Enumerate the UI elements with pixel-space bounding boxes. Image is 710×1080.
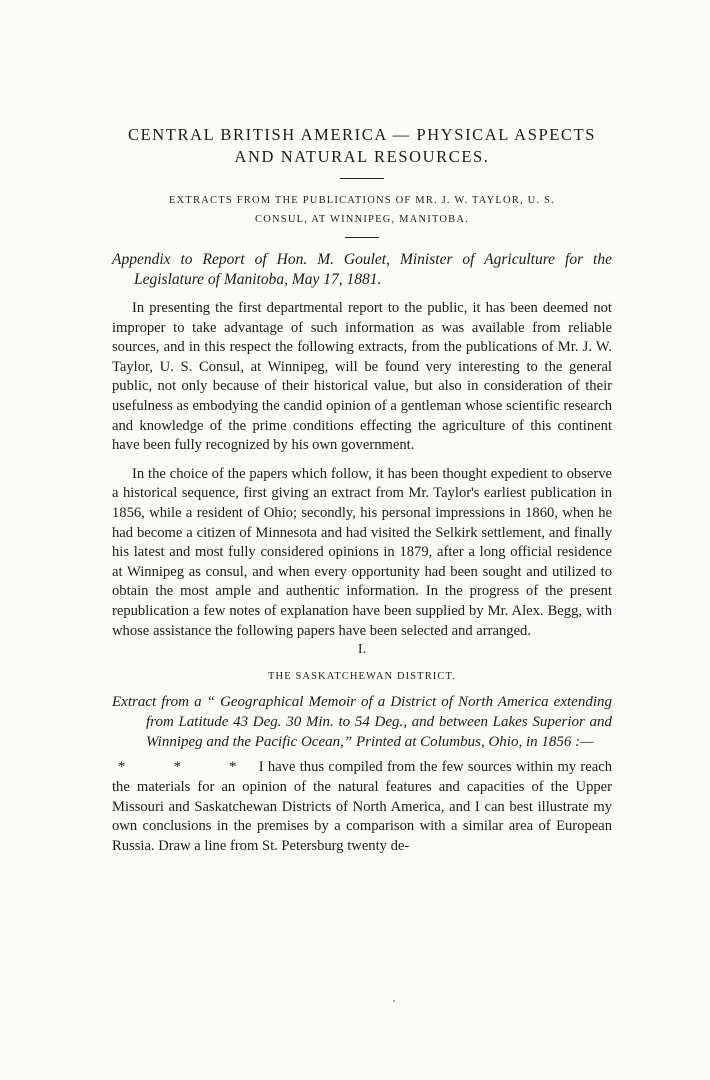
appendix-heading: Appendix to Report of Hon. M. Goulet, Minister of Agriculture for the Legislature of Manitoba, May 17, 1881. (112, 251, 612, 288)
ellipsis-stars: * * * (118, 759, 259, 776)
extract-heading: Extract from a “ Geographical Memoir of a District of North America extending from Latitude 43 Deg. 30 Min. to 54 Deg., and between Lakes Superior and Winnipeg and the Pacific Ocean,” Printed at Columbus, Ohio, in 1856 :— (112, 694, 612, 750)
subtitle-line-1: EXTRACTS FROM THE PUBLICATIONS OF MR. J. W. TAYLOR, U. S. (169, 195, 555, 206)
section-title: THE SASKATCHEWAN DISTRICT. (268, 671, 456, 683)
document-subtitle (112, 191, 612, 229)
quote-paragraph (112, 758, 612, 856)
quote-text: I have thus compiled from the few sources within my reach the materials for an opinion of the natural features and capacities of the Upper Missouri and Saskatchewan Districts of North America, and I can best illustrate my own conclusions in the premises by a comparison with a similar area of European Russia. Draw a line from St. Petersburg twenty de- (112, 759, 613, 854)
document-title (112, 124, 612, 168)
body-paragraph-2: In the choice of the papers which follow, it has been thought expedient to observe a historical sequence, first giving an extract from Mr. Taylor's earliest publication in 1856, while a resident of Ohio; secondly, his personal impressions in 1860, when he had become a citizen of Minnesota and had visited the Selkirk settlement, and finally his latest and most fully considered opinions in 1879, after a long official residence at Winnipeg as consul, and when every opportunity had been sought and utilized to obtain the most ample and authentic information. In the progress of the present republication a few notes of explanation have been supplied by Mr. Alex. Begg, with whose assistance the following papers have been selected and arranged. (112, 465, 612, 639)
page-speck (393, 1000, 395, 1002)
title-line-1: CENTRAL BRITISH AMERICA — PHYSICAL ASPECTS (128, 125, 596, 144)
subtitle-divider (345, 237, 379, 238)
title-line-2: AND NATURAL RESOURCES. (234, 147, 490, 166)
document-page (112, 124, 612, 856)
subtitle-line-2: CONSUL, AT WINNIPEG, MANITOBA. (255, 214, 469, 225)
title-divider (340, 178, 384, 179)
section-number: I. (357, 642, 367, 658)
body-paragraph-1: In presenting the first departmental report to the public, it has been deemed not improper to take advantage of such information as was available from reliable sources, and in this respect the following extracts, from the publications of Mr. J. W. Taylor, U. S. Consul, at Winnipeg, will be found very interesting to the general public, not only because of their historical value, but also in consideration of their usefulness as embodying the candid opinion of a gentleman whose scientific research and knowledge of the prime conditions effecting the agriculture of this continent have been fully recognized by his own government. (112, 300, 612, 454)
